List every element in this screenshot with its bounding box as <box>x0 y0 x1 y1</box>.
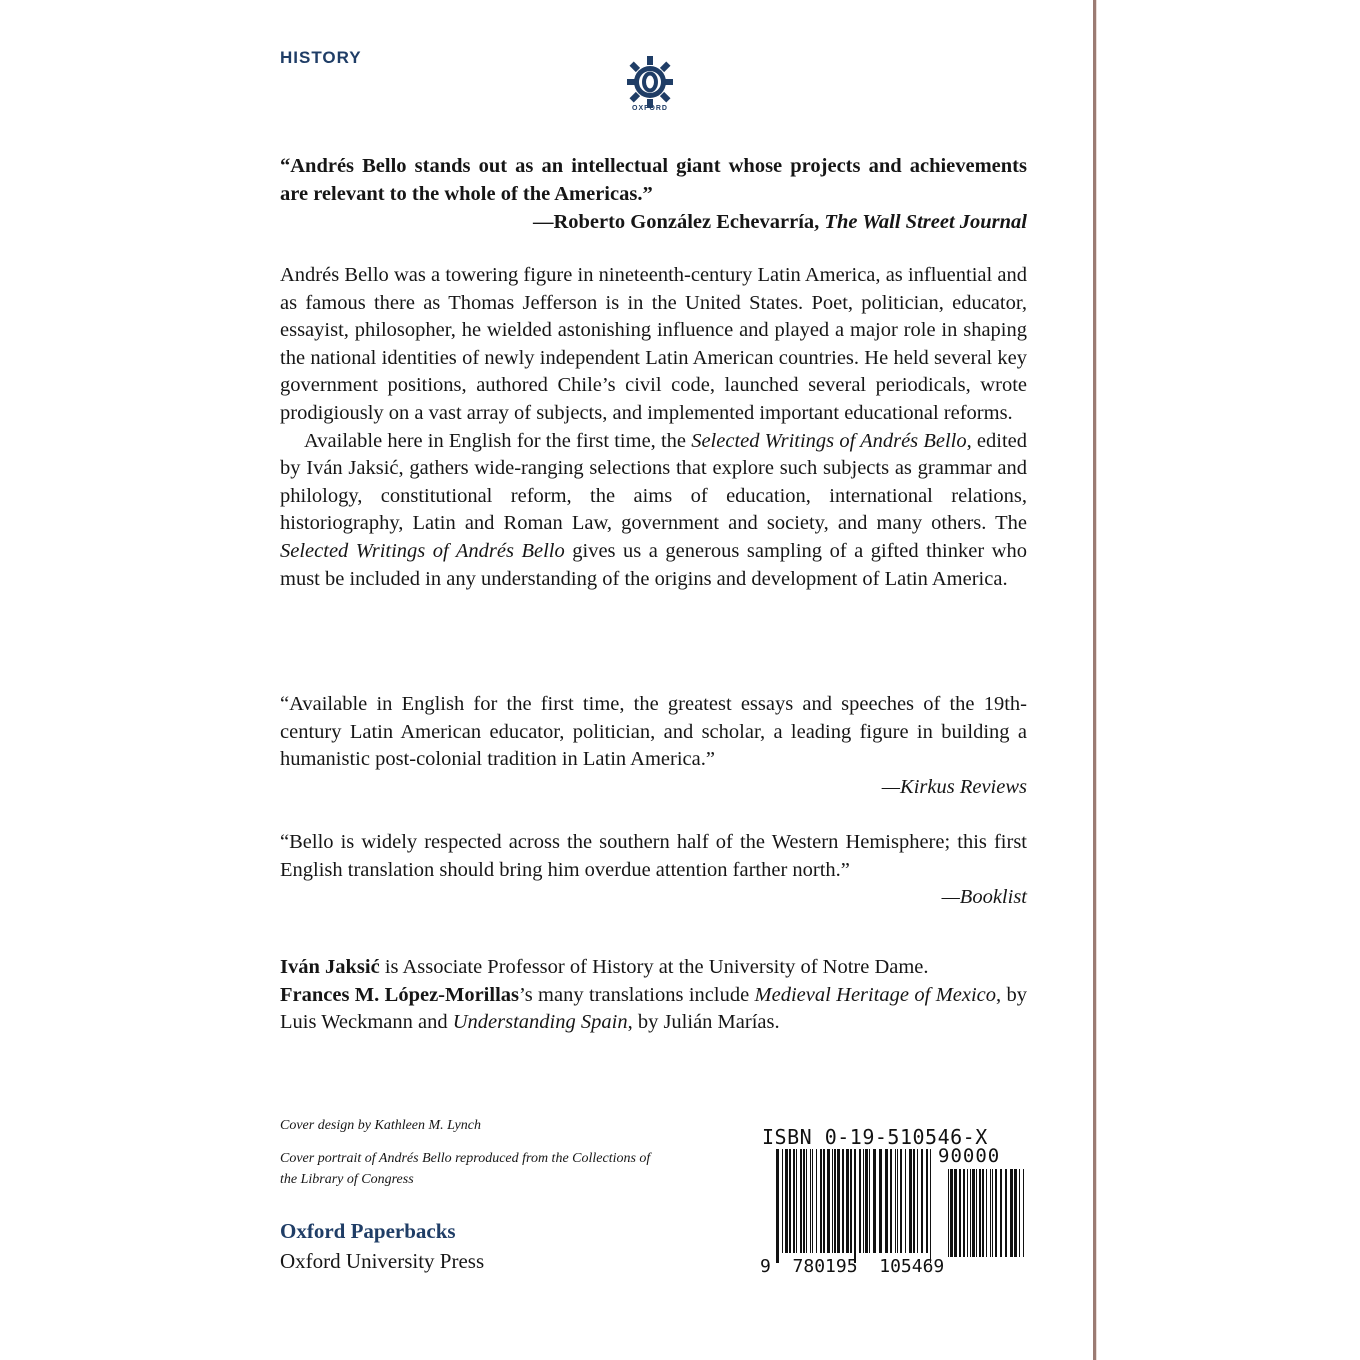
barcode-bar <box>992 1169 993 1257</box>
contributor-bios <box>280 954 1027 1037</box>
barcode-bar <box>865 1149 868 1253</box>
review-source <box>280 774 1027 802</box>
barcode-bar <box>897 1149 898 1253</box>
barcode-bar <box>909 1149 912 1253</box>
translator-bio-text: , by Julián Marías. <box>627 1011 780 1034</box>
barcode-bar <box>863 1149 864 1253</box>
lead-quote-source: The Wall Street Journal <box>824 211 1027 233</box>
barcode-bar <box>950 1169 953 1257</box>
barcode-bar <box>834 1149 836 1253</box>
translator-name: Frances M. López-Morillas <box>280 983 520 1006</box>
barcode-bar <box>806 1149 807 1253</box>
review-kirkus <box>280 691 1027 801</box>
book-description <box>280 262 1027 593</box>
logo-wordmark: OXFORD <box>632 105 668 112</box>
review-text: “Bello is widely respected across the southern half of the Western Hemisphere; this first English translation should bring him overdue attention farther north.” <box>280 831 1027 881</box>
barcode-bar <box>820 1149 822 1253</box>
barcode-bar <box>803 1149 805 1253</box>
barcode-bar <box>1014 1169 1017 1257</box>
lead-quote <box>280 152 1027 236</box>
barcode-bar <box>837 1149 840 1253</box>
review-booklist <box>280 829 1027 912</box>
ean-digits <box>760 1256 944 1277</box>
barcode-bar <box>816 1149 817 1253</box>
isbn-text: ISBN 0-19-510546-X <box>762 1125 988 1149</box>
barcode-bar <box>948 1169 949 1257</box>
barcode-bar <box>926 1149 928 1253</box>
translator-bio <box>280 982 1027 1037</box>
cover-design-credit: Cover design by Kathleen M. Lynch <box>280 1118 481 1133</box>
barcode-bar <box>917 1149 918 1253</box>
description-text: Available here in English for the first time, the <box>304 429 692 452</box>
lead-quote-text: “Andrés Bello stands out as an intellectual giant whose projects and achievements are relevant to the whole of the Americas.” <box>280 155 1027 205</box>
barcode-bar <box>976 1169 977 1257</box>
barcode-bar <box>879 1149 882 1253</box>
series-name: Oxford Paperbacks <box>280 1219 456 1243</box>
publisher-name: Oxford University Press <box>280 1248 485 1273</box>
barcode-bar <box>793 1149 795 1253</box>
lead-quote-author: —Roberto González Echevarría, <box>532 211 825 233</box>
editor-bio <box>280 954 1027 982</box>
description-text: , edited by Iván Jaksić, gathers wide-ranging selections that explore such subjects as grammar and philology, constitutional reform, the aims of education, international relations, historiography, Latin and Roman Law, government and society, and many others. The <box>280 429 1027 535</box>
barcode-bar <box>905 1149 906 1253</box>
barcode-bar <box>823 1149 825 1253</box>
book-title: Selected Writings of Andrés Bello <box>691 429 967 452</box>
barcode-bar <box>970 1169 971 1257</box>
translator-bio-text: ’s many translations include <box>519 983 755 1006</box>
translator-bio-text: , by Luis Weckmann and <box>280 983 1027 1034</box>
barcode-bar <box>827 1149 830 1253</box>
review-source <box>280 884 1027 912</box>
book-title: Understanding Spain <box>452 1011 628 1034</box>
barcode-bar <box>921 1149 923 1253</box>
editor-name: Iván Jaksić <box>280 956 380 978</box>
lead-quote-attribution <box>280 208 1027 236</box>
review-source-name: —Kirkus Reviews <box>881 775 1027 798</box>
barcode-bar <box>873 1149 876 1253</box>
barcode-bar <box>990 1169 991 1257</box>
barcode-bar <box>963 1169 965 1257</box>
barcode-bar <box>850 1149 852 1253</box>
ean-left-digits: 780195 <box>792 1256 858 1277</box>
barcode-bar <box>800 1149 802 1253</box>
barcode-bar <box>930 1149 931 1263</box>
barcode-bar <box>1010 1169 1013 1257</box>
barcode-bar <box>776 1149 779 1263</box>
description-paragraph-2 <box>280 428 1027 594</box>
barcode-bar <box>859 1149 861 1253</box>
barcode-bar <box>954 1169 957 1257</box>
imprint <box>280 1217 484 1276</box>
barcode-bar <box>979 1169 981 1257</box>
barcode-bar <box>832 1149 833 1253</box>
review-source-name: —Booklist <box>941 886 1027 909</box>
barcode-bar <box>789 1149 791 1253</box>
category-label: HISTORY <box>280 48 362 67</box>
barcode-bar <box>810 1149 811 1253</box>
barcode-bar <box>972 1169 975 1257</box>
editor-bio-text: is Associate Professor of History at the University of Notre Dame. <box>379 956 929 978</box>
barcode-bar <box>1023 1169 1024 1257</box>
isbn-barcode <box>760 1125 1032 1280</box>
barcode-bar <box>1019 1169 1020 1257</box>
barcode-bar <box>982 1169 984 1257</box>
barcode-bar <box>782 1149 783 1253</box>
barcode-bar <box>986 1169 987 1257</box>
barcode-bar <box>967 1169 968 1257</box>
barcode-bar <box>895 1149 896 1253</box>
barcode-bar <box>785 1149 788 1253</box>
book-title: Medieval Heritage of Mexico <box>754 983 997 1006</box>
barcode-bar <box>812 1149 813 1253</box>
barcode-bar <box>885 1149 888 1253</box>
barcode-bar <box>995 1169 997 1257</box>
barcode-bar <box>854 1149 856 1263</box>
ean-lead-digit: 9 <box>760 1256 771 1277</box>
barcode-bar <box>913 1149 915 1253</box>
description-text: gives us a generous sampling of a gifted thinker who must be included in any understanding of the origins and development of Latin America. <box>280 539 1027 590</box>
review-text: “Available in English for the first time, the greatest essays and speeches of the 19th-century Latin American educator, politician, and scholar, a leading figure in building a humanistic post-colonial tradition in Latin America.” <box>280 693 1027 771</box>
barcode-bar <box>900 1149 902 1253</box>
spine-edge-highlight <box>1096 0 1097 1360</box>
barcode-bar <box>1005 1169 1007 1257</box>
barcode-bar <box>1000 1169 1002 1257</box>
barcode-bar <box>869 1149 870 1253</box>
barcode-bar <box>890 1149 892 1253</box>
barcode-bar <box>842 1149 844 1253</box>
cover-portrait-credit: Cover portrait of Andrés Bello reproduced from the Collections of the Library of Congress <box>280 1151 651 1187</box>
ean-right-digits: 105469 <box>879 1256 945 1277</box>
barcode-bar <box>846 1149 849 1253</box>
price-code: 90000 <box>938 1145 1001 1167</box>
description-paragraph-1: Andrés Bello was a towering figure in nineteenth-century Latin America, as influential and as famous there as Thomas Jefferson is in the United States. Poet, politician, educator, essayist, philosopher, he wielded astonishing influence and played a major role in shaping the national identities of newly independent Latin American countries. He held several key government positions, authored Chile’s civil code, launched several periodicals, wrote prodigiously on a vast array of subjects, and implemented important educational reforms. <box>280 264 1027 424</box>
barcode-bar <box>796 1149 797 1253</box>
barcode-bar <box>959 1169 961 1257</box>
book-title: Selected Writings of Andrés Bello <box>280 539 565 562</box>
